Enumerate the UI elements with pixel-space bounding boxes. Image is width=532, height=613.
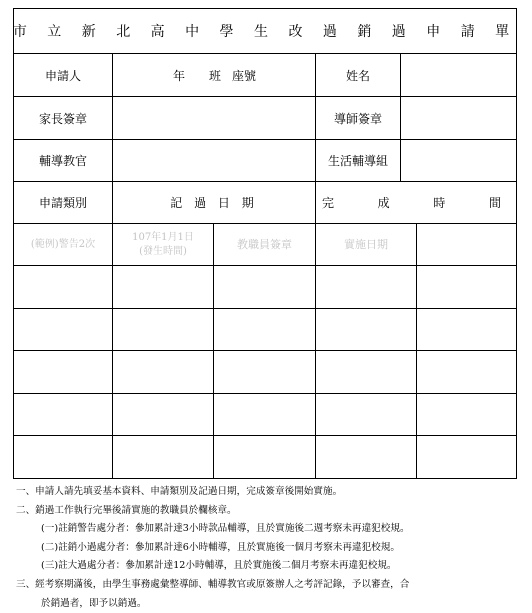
completion-char: 成 [377, 196, 390, 210]
completion-char: 間 [488, 196, 501, 210]
parent-sign-label: 家長簽章 [38, 111, 87, 126]
note-subline: (一)註銷警告處分者：參加累計達3小時款品輔導，且於實施後二週考察未再違犯校規。 [41, 523, 410, 535]
record-row-2[interactable] [14, 309, 516, 350]
example-date-line1: 107年1月1日 [132, 231, 194, 243]
class-label: 班 [209, 68, 222, 83]
seat-label: 座號 [232, 68, 257, 83]
mentor-sign-field[interactable] [401, 97, 516, 139]
record-row-1[interactable] [14, 266, 516, 308]
example-category: (範例)警告2次 [30, 238, 96, 250]
life-counselor-label: 生活輔導組 [327, 154, 388, 168]
example-date-line2: (發生時間) [139, 245, 187, 257]
counselor-label: 輔導教官 [38, 154, 87, 168]
mentor-sign-label: 導師簽章 [333, 111, 382, 126]
date-header: 記 過 日 期 [170, 196, 258, 210]
note-line: 二、銷過工作執行完畢後請實施的教職員於欄核章。 [16, 504, 237, 516]
record-row-4[interactable] [14, 394, 516, 435]
example-blank [417, 224, 516, 265]
note-line: 一、申請人請先填妥基本資料、申請類別及記過日期，完成簽章後開始實施。 [16, 486, 343, 497]
completion-char: 完 [322, 196, 335, 210]
name-label: 姓名 [345, 68, 370, 83]
life-counselor-field[interactable] [401, 140, 516, 181]
notes-section [16, 483, 528, 613]
example-exec-date: 實施日期 [344, 237, 388, 251]
record-row-3[interactable] [14, 351, 516, 393]
note-subline: (二)註銷小過處分者：參加累計達6小時輔導，且於實施後一個月考察未再違犯校規。 [41, 541, 400, 553]
record-row-5[interactable] [14, 436, 516, 478]
note-subline: (三)註大過處分者：參加累計達12小時輔導，且於實施後二個月考察未再違犯校規。 [41, 560, 397, 572]
completion-time-spread [316, 194, 516, 211]
counselor-field[interactable] [113, 140, 315, 181]
form-title-text: 市 立 新 北 高 中 學 生 改 過 銷 過 申 請 單 [12, 24, 518, 40]
applicant-label: 申請人 [44, 68, 81, 83]
class-seat-field[interactable] [113, 54, 315, 96]
completion-time-header [316, 182, 516, 223]
completion-char: 時 [433, 196, 446, 210]
form-title [14, 9, 516, 53]
example-staff-sign: 教職員簽章 [237, 237, 292, 251]
note-continuation: 於銷過者，即予以銷過。 [41, 597, 147, 609]
note-line: 三、經考察期滿後，由學生事務處彙整導師、輔導教官或原簽辦人之考評記錄，予以審查，合 [16, 578, 410, 590]
parent-sign-field[interactable] [113, 97, 315, 139]
name-field[interactable] [401, 54, 516, 96]
example-date [113, 224, 213, 265]
category-header: 申請類別 [38, 196, 87, 210]
grade-label: 年 [173, 68, 186, 83]
